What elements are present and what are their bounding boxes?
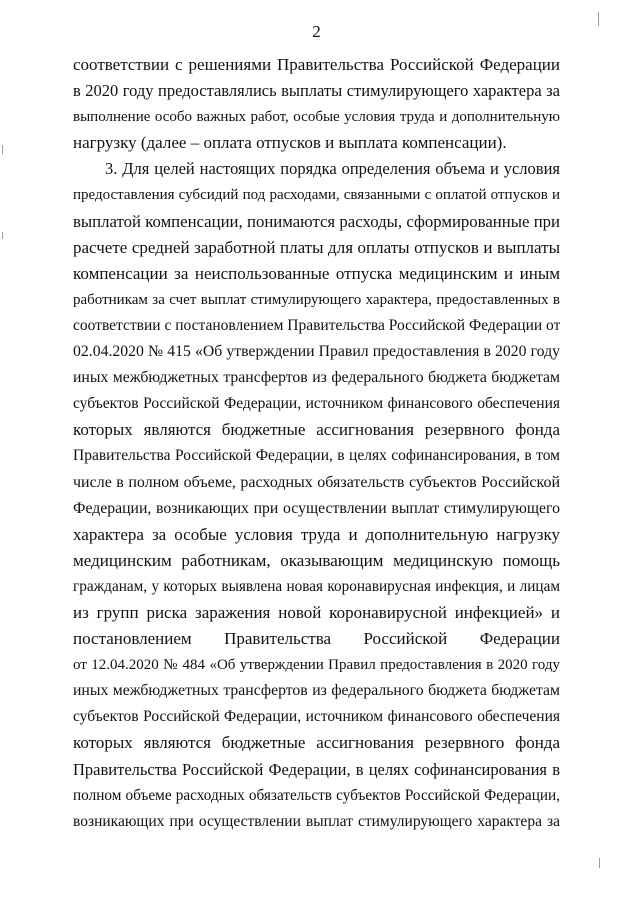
scan-mark-left-lower — [2, 232, 3, 239]
text-line: соответствии с решениями Правительства Российской Федерации — [73, 55, 560, 74]
text-line: предоставления субсидий под расходами, связанными с оплатой отпусков и — [73, 187, 560, 204]
text-line: гражданам, у которых выявлена новая коронавирусная инфекция, и лицам — [73, 577, 560, 595]
text-line: возникающих при осуществлении выплат стимулирующего характера за — [73, 812, 560, 830]
text-line: от 12.04.2020 № 484 «Об утверждении Правил предоставления в 2020 году — [73, 657, 560, 674]
text-line: иных межбюджетных трансфертов из федерального бюджета бюджетам — [73, 682, 560, 700]
text-line: в 2020 году предоставлялись выплаты стимулирующего характера за — [73, 81, 560, 101]
text-line: медицинским работникам, оказывающим медицинскую помощь — [73, 550, 560, 570]
text-line: полном объеме расходных обязательств субъектов Российской Федерации, — [73, 786, 560, 804]
text-line: выполнение особо важных работ, особые условия труда и дополнительную — [73, 109, 560, 126]
text-line: компенсации за неиспользованные отпуска медицинским и иным — [73, 263, 560, 283]
text-line: субъектов Российской Федерации, источником финансового обеспечения — [73, 395, 560, 413]
body-text — [73, 52, 560, 835]
scan-mark-bottom-right — [599, 858, 600, 868]
page-number: 2 — [312, 22, 321, 41]
text-line: выплатой компенсации, понимаются расходы, сформированные при — [73, 211, 560, 231]
text-line: постановлением Правительства Российской Федерации — [73, 629, 560, 649]
text-line: расчете средней заработной платы для оплаты отпусков и выплаты — [73, 237, 560, 257]
text-line: субъектов Российской Федерации, источником финансового обеспечения — [73, 708, 560, 726]
text-line: которых являются бюджетные ассигнования резервного фонда — [73, 733, 560, 753]
text-line: 02.04.2020 № 415 «Об утверждении Правил предоставления в 2020 году — [73, 343, 560, 361]
text-line: соответствии с постановлением Правительства Российской Федерации от — [73, 316, 560, 334]
text-line: нагрузку (далее – оплата отпусков и выплата компенсации). — [73, 133, 507, 153]
text-line: числе в полном объеме, расходных обязательств субъектов Российской — [73, 473, 560, 491]
text-line: работникам за счет выплат стимулирующего характера, предоставленных в — [73, 291, 560, 308]
scan-mark-left-upper — [2, 145, 3, 154]
text-line: Правительства Российской Федерации, в целях софинансирования в — [73, 759, 560, 779]
text-line: 3. Для целей настоящих порядка определения объема и условия — [105, 159, 560, 179]
text-line: Федерации, возникающих при осуществлении выплат стимулирующего — [73, 499, 560, 517]
text-line: характера за особые условия труда и дополнительную нагрузку — [73, 524, 560, 544]
text-line: которых являются бюджетные ассигнования резервного фонда — [73, 420, 560, 440]
text-line: из групп риска заражения новой коронавирусной инфекцией» и — [73, 602, 560, 622]
text-line: иных межбюджетных трансфертов из федерального бюджета бюджетам — [73, 369, 560, 387]
text-line: Правительства Российской Федерации, в целях софинансирования, в том — [73, 447, 560, 465]
